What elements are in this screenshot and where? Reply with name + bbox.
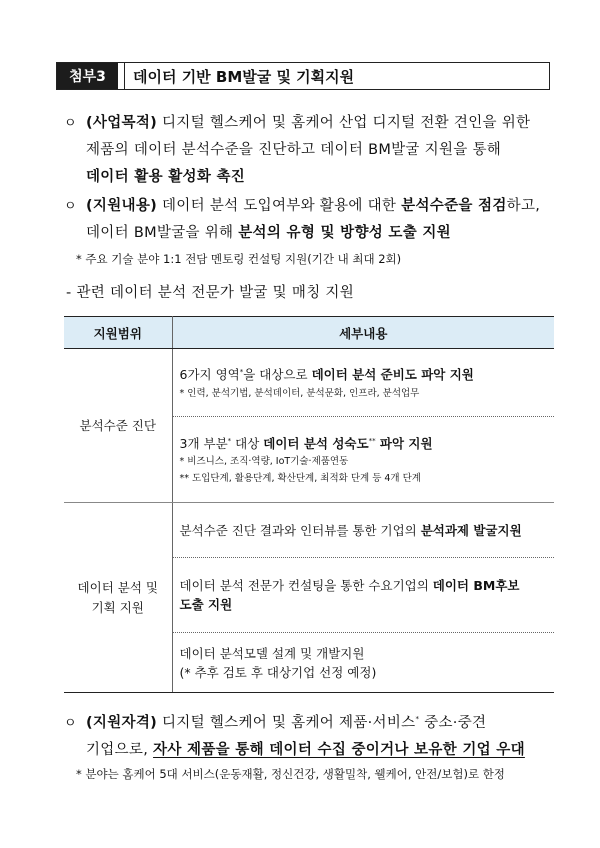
table-row: 데이터 분석모델 설계 및 개발지원 (* 추후 검토 후 대상기업 선정 예정) [172, 633, 554, 693]
content-line1-bold: 분석수준을 점검 [401, 198, 507, 214]
table-row-footnote: ** 도입단계, 활용단계, 확산단계, 최적화 단계 등 4개 단계 [179, 473, 421, 485]
support-table [64, 316, 554, 693]
table-row: 데이터 분석 전문가 컨설팅을 통한 수요기업의 데이터 BM후보 도출 지원 [172, 558, 554, 633]
eligibility-bullet: ㅇ [64, 715, 77, 731]
content-line1-post: 하고, [506, 198, 541, 214]
table-row-footnote: * 비즈니스, 조직·역량, IoT기술·제품연동 [179, 456, 349, 468]
purpose-line1: 디지털 헬스케어 및 홈케어 산업 디지털 전환 견인을 위한 [157, 115, 531, 131]
purpose-paragraph [64, 110, 554, 191]
table-row: 분석수준 진단 결과와 인터뷰를 통한 기업의 분석과제 발굴지원 [172, 503, 554, 558]
eligibility-highlight: 자사 제품을 통해 데이터 수집 중이거나 보유한 기업 우대 [153, 741, 525, 758]
purpose-line2: 제품의 데이터 분석수준을 진단하고 데이터 BM발굴 지원을 통해 [86, 142, 502, 158]
eligibility-label: (지원자격) [86, 714, 158, 731]
content-line2-pre: 데이터 BM발굴을 위해 [86, 225, 239, 241]
content-line1-pre: 데이터 분석 도입여부와 활용에 대한 [157, 198, 402, 214]
category-planning: 데이터 분석 및 기획 지원 [64, 503, 172, 693]
eligibility-note: * 분야는 홈케어 5대 서비스(운동재활, 정신건강, 생활밀착, 웰케어, 안전/보험)로 한정 [76, 767, 505, 781]
table-row: 3개 부분* 대상 데이터 분석 성숙도** 파악 지원 * 비즈니스, 조직·역량, IoT기술·제품연동 ** 도입단계, 활용단계, 확산단계, 최적화 단계 등 4개 단계 [172, 417, 554, 503]
content-label: (지원내용) [86, 198, 158, 214]
content-paragraph [64, 193, 554, 247]
title-box [56, 62, 550, 90]
category-diagnosis: 분석수준 진단 [64, 349, 172, 503]
header-scope: 지원범위 [64, 317, 172, 349]
purpose-label: (사업목적) [86, 115, 158, 131]
table-row-footnote: * 인력, 분석기법, 분석데이터, 분석문화, 인프라, 분석업무 [179, 387, 420, 399]
content-bullet: ㅇ [64, 199, 77, 214]
purpose-line3: 데이터 활용 활성화 촉진 [86, 169, 246, 185]
content-dash-line: - 관련 데이터 분석 전문가 발굴 및 매칭 지원 [66, 285, 355, 301]
page-title: 데이터 기반 BM발굴 및 기획지원 [124, 63, 549, 89]
header-details: 세부내용 [172, 317, 554, 349]
purpose-bullet: ㅇ [64, 116, 77, 131]
content-line2-bold: 분석의 유형 및 방향성 도출 지원 [238, 225, 451, 241]
eligibility-paragraph: ㅇ (지원자격) 디지털 헬스케어 및 홈케어 제품·서비스* 중소·중견 기업으로, 자사 제품을 통해 데이터 수집 중이거나 보유한 기업 우대 [64, 706, 554, 764]
content-note: * 주요 기술 분야 1:1 전담 멘토링 컨설팅 지원(기간 내 최대 2회) [76, 252, 402, 266]
table-row: 6가지 영역*을 대상으로 데이터 분석 준비도 파악 지원 * 인력, 분석기법, 분석데이터, 분석문화, 인프라, 분석업무 [172, 349, 554, 417]
attachment-tag: 첨부3 [57, 63, 118, 89]
